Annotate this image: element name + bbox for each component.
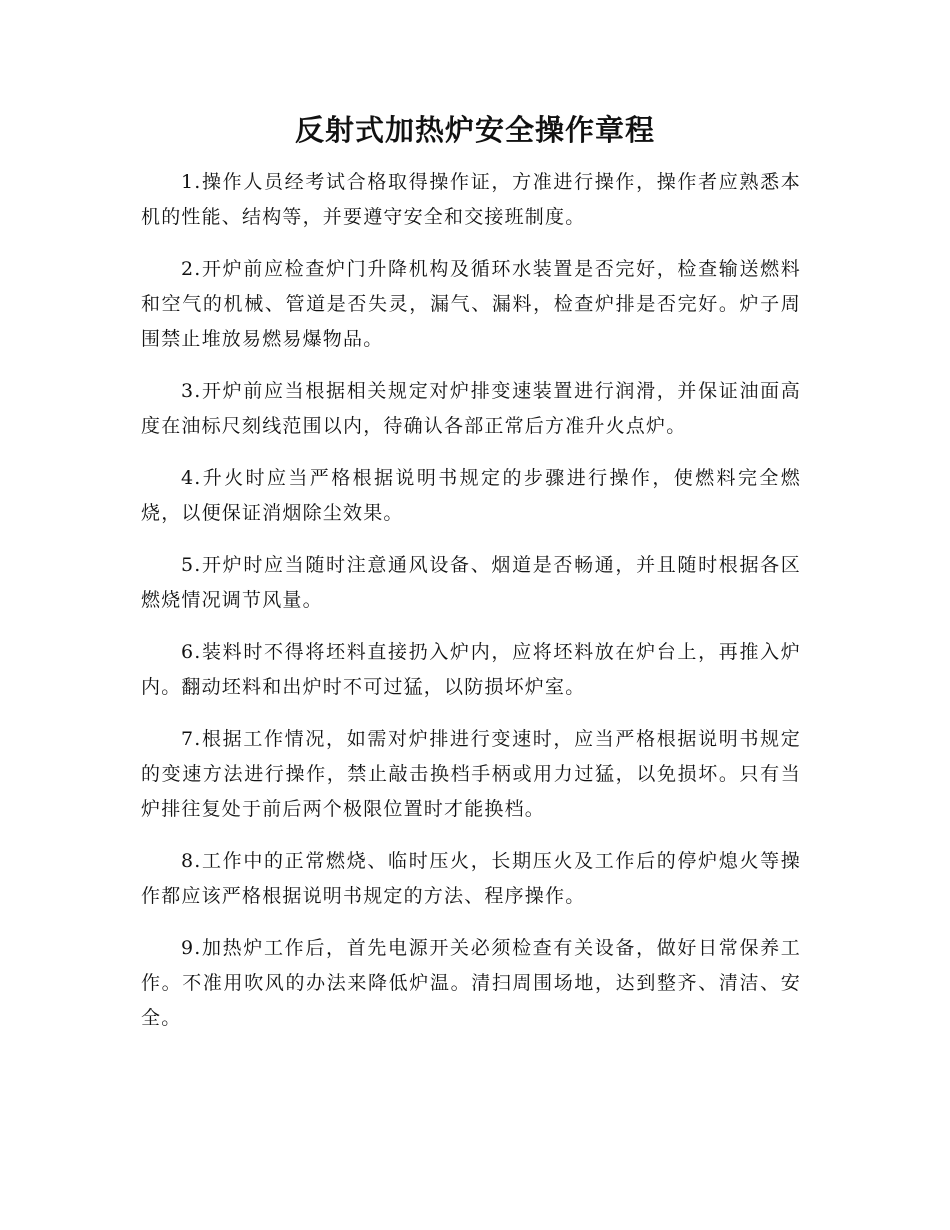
rule-paragraph-2: 2.开炉前应检查炉门升降机构及循环水装置是否完好，检查输送燃料和空气的机械、管道是否失灵，漏气、漏料，检查炉排是否完好。炉子周围禁止堆放易燃易爆物品。 — [141, 258, 801, 350]
rule-paragraph-1: 1.操作人员经考试合格取得操作证，方准进行操作，操作者应熟悉本机的性能、结构等，并要遵守安全和交接班制度。 — [141, 171, 801, 228]
rule-paragraph-5: 5.开炉时应当随时注意通风设备、烟道是否畅通，并且随时根据各区燃烧情况调节风量。 — [141, 554, 801, 611]
rule-paragraph-3: 3.开炉前应当根据相关规定对炉排变速装置进行润滑，并保证油面高度在油标尺刻线范围以内，待确认各部正常后方准升火点炉。 — [141, 380, 801, 437]
rule-paragraph-9: 9.加热炉工作后，首先电源开关必须检查有关设备，做好日常保养工作。不准用吹风的办法来降低炉温。清扫周围场地，达到整齐、清洁、安全。 — [141, 937, 801, 1029]
document-title: 反射式加热炉安全操作章程 — [294, 113, 655, 147]
rule-paragraph-6: 6.装料时不得将坯料直接扔入炉内，应将坯料放在炉台上，再推入炉内。翻动坯料和出炉时不可过猛，以防损坏炉室。 — [141, 641, 801, 698]
rule-paragraph-4: 4.升火时应当严格根据说明书规定的步骤进行操作，使燃料完全燃烧，以便保证消烟除尘效果。 — [141, 467, 801, 524]
document-body — [141, 165, 801, 1053]
rule-paragraph-7: 7.根据工作情况，如需对炉排进行变速时，应当严格根据说明书规定的变速方法进行操作，禁止敲击换档手柄或用力过猛，以免损坏。只有当炉排往复处于前后两个极限位置时才能换档。 — [141, 728, 801, 820]
rule-paragraph-8: 8.工作中的正常燃烧、临时压火，长期压火及工作后的停炉熄火等操作都应该严格根据说明书规定的方法、程序操作。 — [141, 850, 801, 907]
